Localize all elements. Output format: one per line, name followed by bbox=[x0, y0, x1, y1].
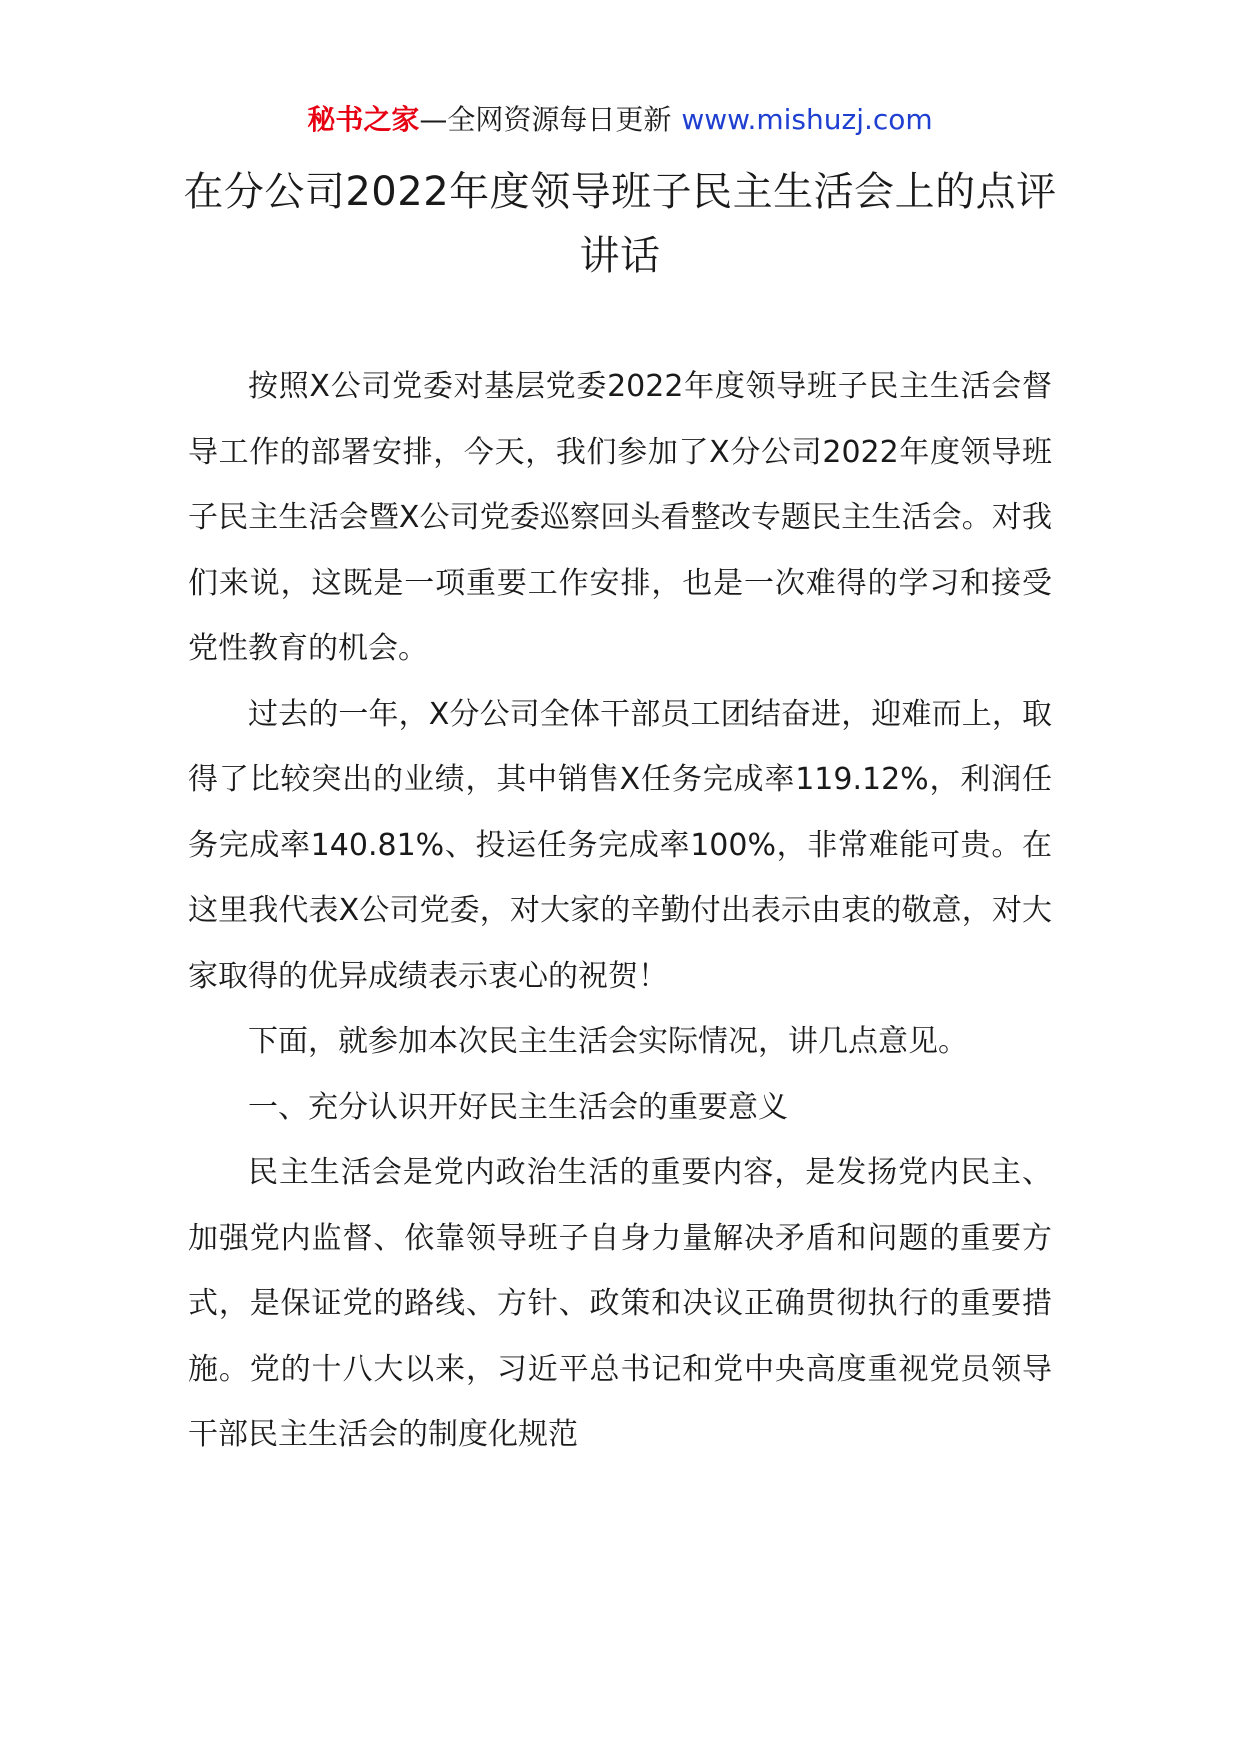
site-name: 秘书之家 bbox=[307, 103, 420, 136]
section-heading: 一、充分认识开好民主生活会的重要意义 bbox=[248, 1089, 788, 1125]
site-header bbox=[0, 100, 1240, 140]
document-body bbox=[188, 354, 1052, 1468]
document-title: 在分公司2022年度领导班子民主生活会上的点评讲话 bbox=[183, 169, 1057, 279]
body-paragraph: 按照X公司党委对基层党委2022年度领导班子民主生活会督导工作的部署安排，今天，我们参加了X分公司2022年度领导班子民主生活会暨X公司党委巡察回头看整改专题民主生活会。对我们来说，这既是一项重要工作安排，也是一次难得的学习和接受党性教育的机会。 bbox=[188, 369, 1052, 666]
body-paragraph: 下面，就参加本次民主生活会实际情况，讲几点意见。 bbox=[248, 1024, 968, 1059]
body-paragraph: 民主生活会是党内政治生活的重要内容，是发扬党内民主、加强党内监督、依靠领导班子自身力量解决矛盾和问题的重要方式，是保证党的路线、方针、政策和决议正确贯彻执行的重要措施。党的十八大以来，习近平总书记和党中央高度重视党员领导干部民主生活会的制度化规范 bbox=[188, 1155, 1052, 1452]
site-url-link[interactable]: www.mishuzj.com bbox=[681, 103, 933, 136]
body-paragraph: 过去的一年，X分公司全体干部员工团结奋进，迎难而上，取得了比较突出的业绩，其中销售X任务完成率119.12%，利润任务完成率140.81%、投运任务完成率100%，非常难能可贵。在这里我代表X公司党委，对大家的辛勤付出表示由衷的敬意，对大家取得的优异成绩表示衷心的祝贺！ bbox=[188, 696, 1052, 994]
site-slogan: —全网资源每日更新 bbox=[419, 103, 672, 136]
